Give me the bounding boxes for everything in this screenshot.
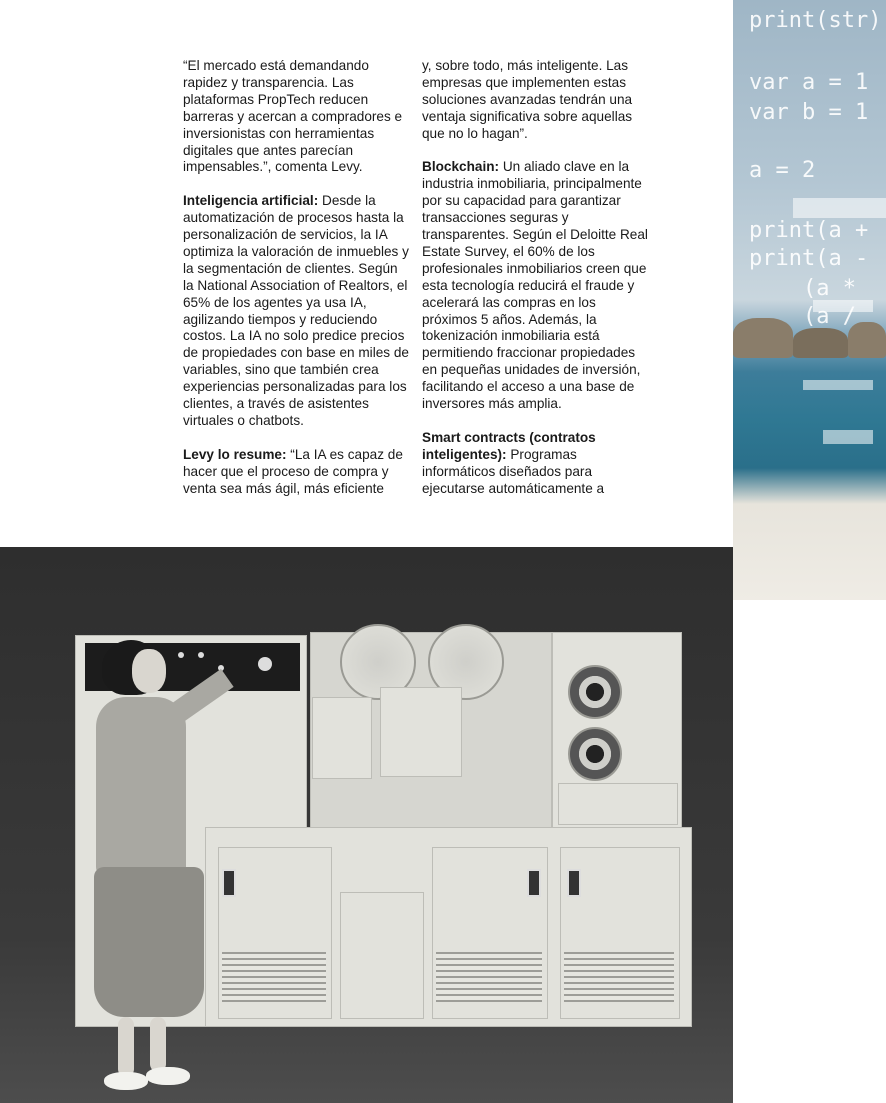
door-handle — [567, 869, 581, 897]
rock-shape — [733, 318, 793, 358]
vent-grille — [436, 952, 542, 1002]
code-line: print(str) — [749, 8, 882, 33]
cabinet-door — [340, 892, 424, 1019]
blockchain-body: Un aliado clave en la industria inmobiliaria, principalmente por su capacidad para garantizar transacciones seguras y transparentes. Según el Deloitte Real Estate Survey, el 60% de los profesionales inmobiliarios creen que esta tecnología reducirá el fraude y acelerará las compras en los próximos 5 años. Además, la tokenización inmobiliaria está permitiendo fraccionar propiedades en pequeñas unidades de inversión, facilitando el acceso a una base de inversores más amplia. — [422, 159, 648, 412]
levy-body: “La IA es capaz de hacer que el proceso de compra y venta sea más ágil, más eficiente — [183, 446, 403, 496]
levy-paragraph — [183, 447, 411, 498]
blockchain-paragraph — [422, 159, 650, 413]
code-line: print(a - — [749, 246, 869, 271]
rock-shape — [793, 328, 848, 358]
code-line: var a = 1 — [749, 70, 869, 95]
ai-heading: Inteligencia artificial: — [183, 193, 319, 209]
levy-heading: Levy lo resume: — [183, 446, 287, 462]
smart-contracts-heading: Smart contracts (contratos inteligentes): — [422, 429, 596, 462]
vintage-computer-photo — [0, 547, 733, 1103]
smart-contracts-body: Programas informáticos diseñados para ejecutarse automáticamente a — [422, 446, 605, 496]
code-overlay-photo — [733, 0, 886, 600]
vent-grille — [222, 952, 326, 1002]
door-handle — [527, 869, 541, 897]
woman-shoe — [104, 1072, 148, 1090]
pixel-block — [803, 380, 873, 390]
code-line: print(a + — [749, 218, 869, 243]
tape-reel-small — [568, 727, 622, 781]
code-line: var b = 1 — [749, 100, 869, 125]
woman-jacket — [96, 697, 186, 877]
tape-unit-box — [380, 687, 462, 777]
panel-light — [198, 652, 204, 658]
panel-light — [178, 652, 184, 658]
reel-control-box — [558, 783, 678, 825]
woman-skirt — [94, 867, 204, 1017]
article-column-right — [422, 58, 650, 514]
pixel-block — [823, 430, 873, 444]
quote-paragraph: “El mercado está demandando rapidez y transparencia. Las plataformas PropTech reducen barreras y acercan a compradores e inversionistas con herramientas digitales que antes parecían impensables.”, comenta Levy. — [183, 58, 403, 175]
article-column-left — [183, 58, 411, 514]
code-line: a = 2 — [749, 158, 816, 183]
ai-paragraph — [183, 193, 411, 430]
pixel-block — [793, 198, 886, 218]
tape-reel-small — [568, 665, 622, 719]
panel-dial — [258, 657, 272, 671]
code-line: (a * — [803, 276, 856, 301]
woman-shoe — [146, 1067, 190, 1085]
continuation-paragraph: y, sobre todo, más inteligente. Las empresas que implementen estas soluciones avanzadas tendrán una ventaja significativa sobre aquellas que no lo hagan”. — [422, 58, 633, 141]
smart-contracts-paragraph — [422, 430, 650, 498]
tape-unit-box — [312, 697, 372, 779]
woman-leg — [150, 1017, 166, 1072]
vent-grille — [564, 952, 674, 1002]
ai-body: Desde la automatización de procesos hasta la personalización de servicios, la IA optimiza la valoración de inmuebles y la segmentación de clientes. Según la National Association of Realtors, el 65% de los agentes ya usa IA, agilizando tiempos y reduciendo costos. La IA no solo predice precios de propiedades con base en miles de variables, sino que también crea experiencias personalizadas para los clientes, a través de asistentes virtuales o chatbots. — [183, 193, 409, 429]
door-handle — [222, 869, 236, 897]
woman-leg — [118, 1017, 134, 1077]
code-line: (a / — [803, 304, 856, 329]
blockchain-heading: Blockchain: — [422, 159, 500, 175]
woman-face — [132, 649, 166, 693]
